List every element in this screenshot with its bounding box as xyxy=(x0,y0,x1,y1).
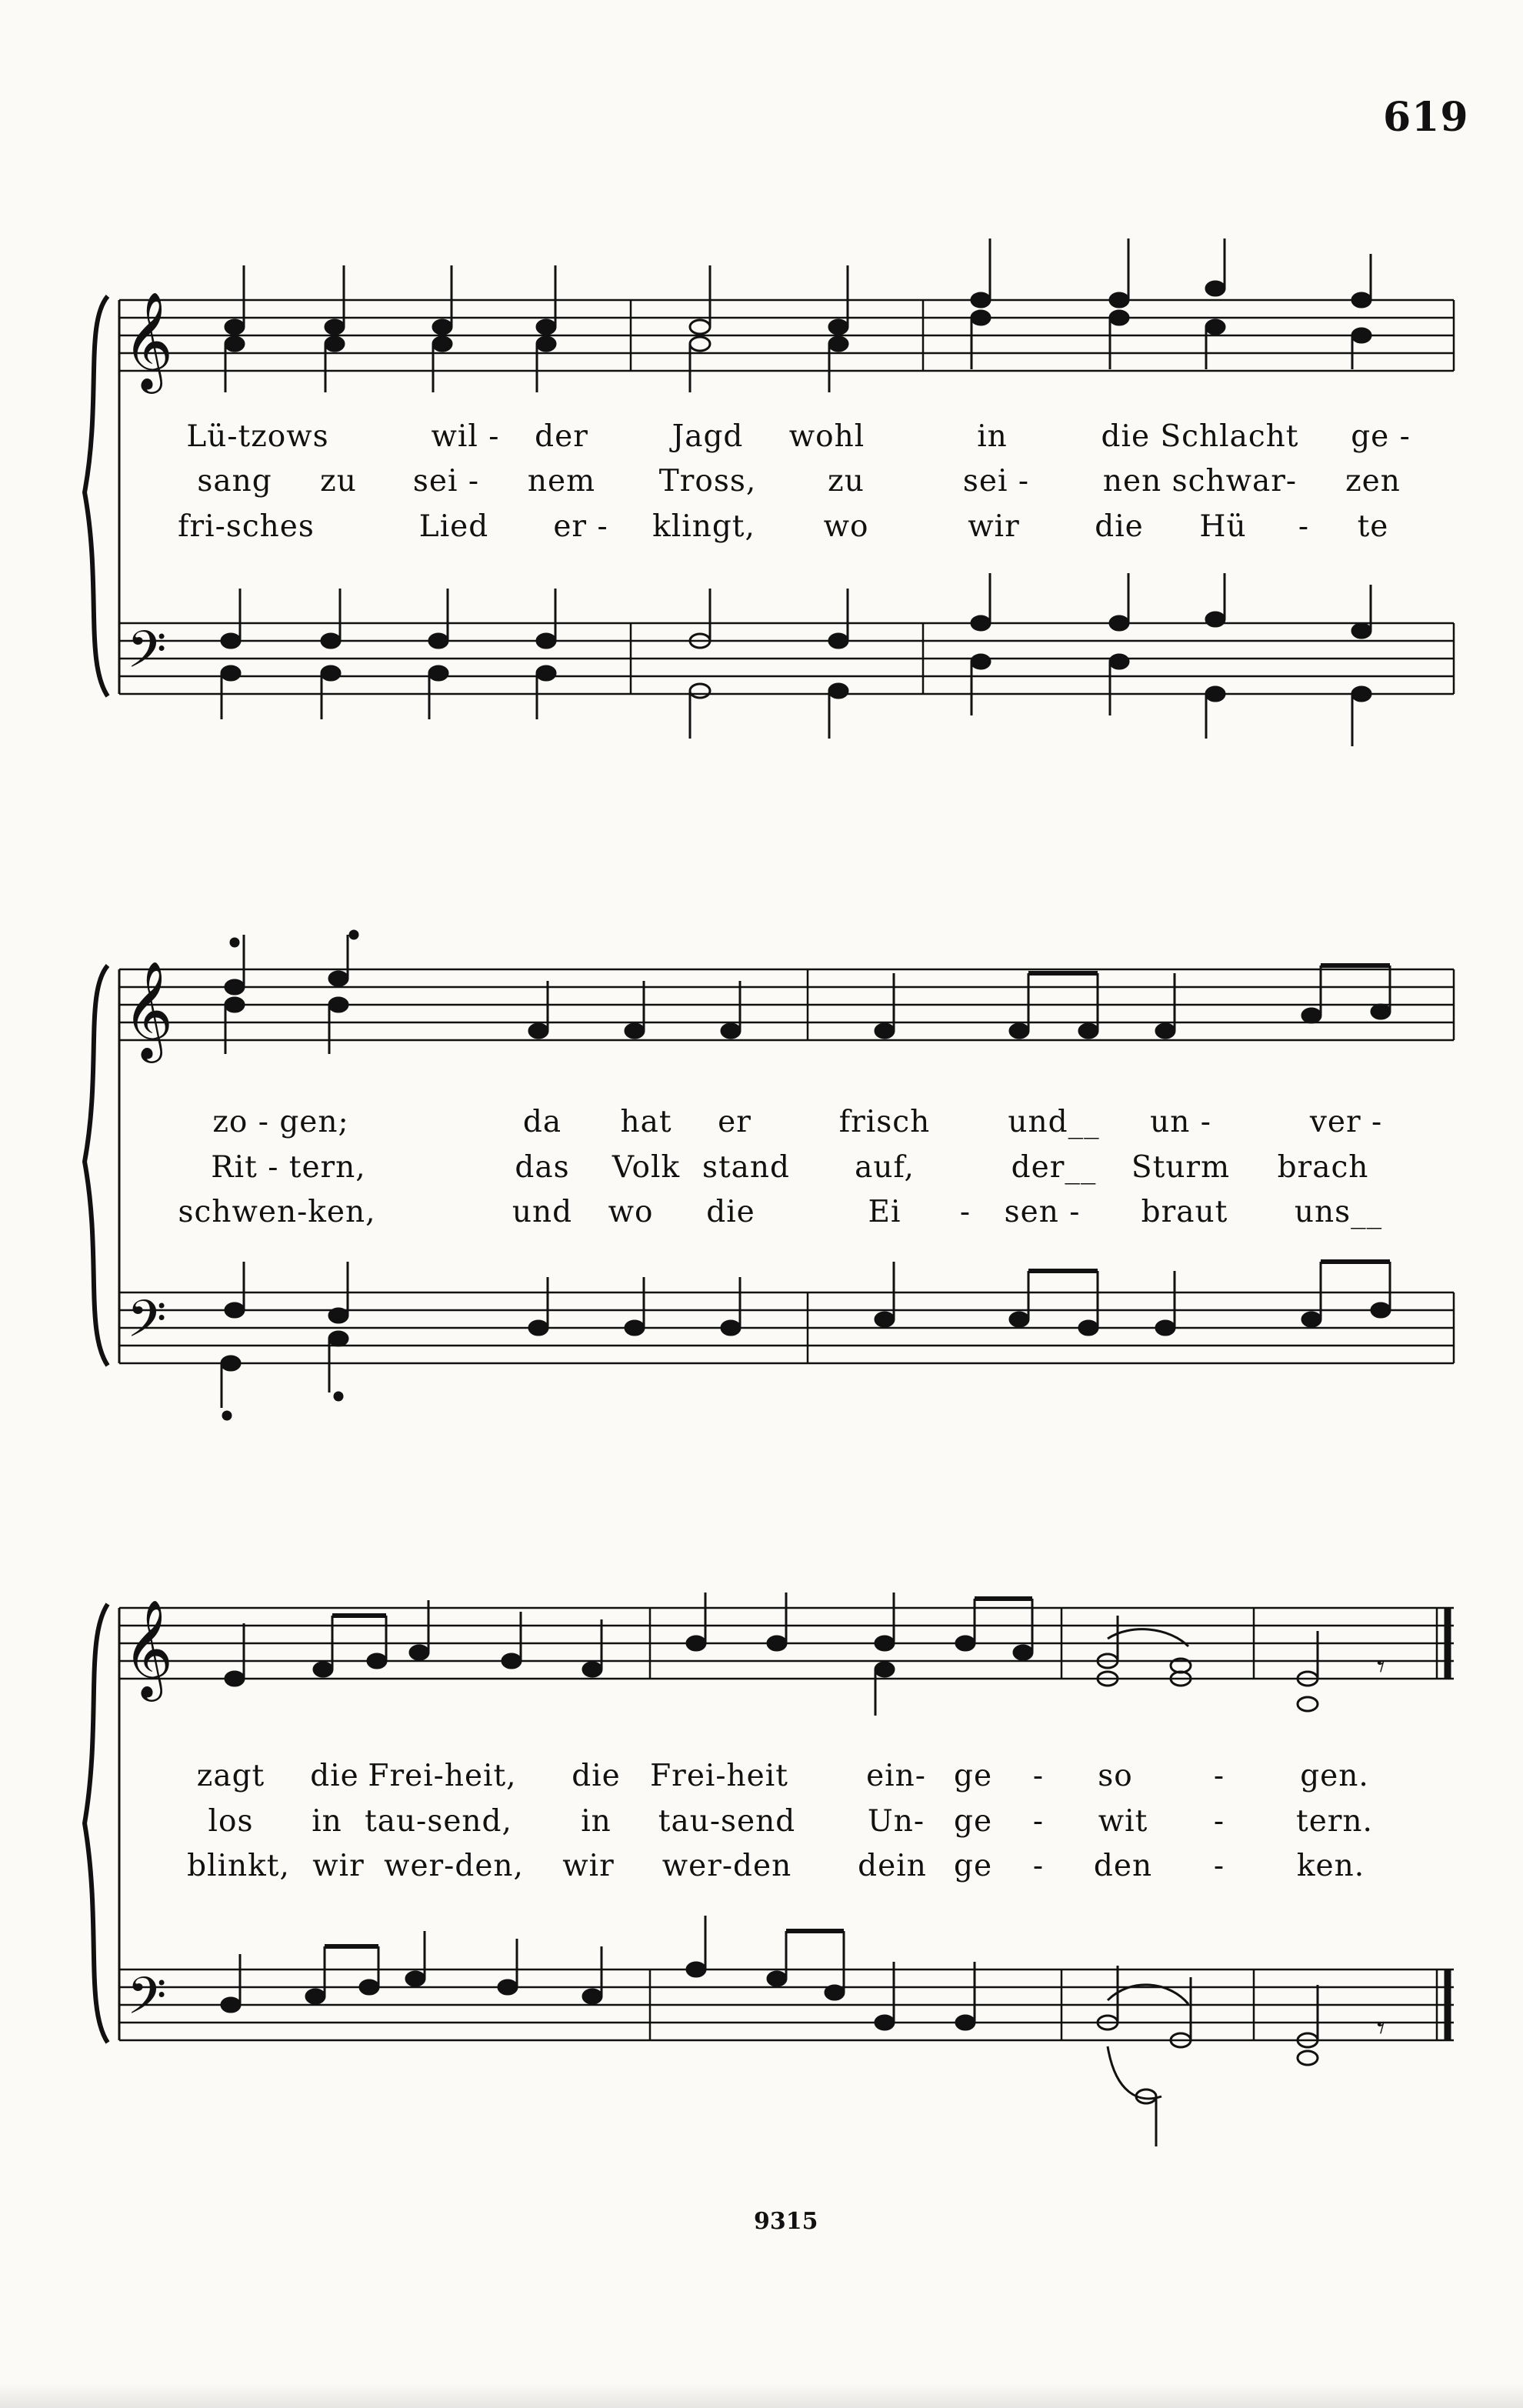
lyric-syllable: tern. xyxy=(1296,1804,1373,1839)
lyric-syllable: - xyxy=(959,1195,971,1229)
lyric-syllable: nem xyxy=(527,464,596,499)
lyric-syllable: die xyxy=(572,1759,621,1793)
lyric-syllable: sei - xyxy=(962,464,1030,499)
system-3-lyric-verse-3 xyxy=(0,1849,1523,1883)
treble-clef-icon: 𝄞 xyxy=(123,960,174,1059)
lyric-syllable: die xyxy=(1095,509,1144,544)
lyric-syllable: wer-den xyxy=(662,1849,792,1883)
lyric-syllable: - xyxy=(1032,1804,1045,1839)
lyric-syllable: Ei xyxy=(868,1195,901,1229)
lyric-syllable: wer-den, xyxy=(384,1849,524,1883)
lyric-syllable: klingt, xyxy=(652,509,755,544)
eighth-rest-icon: 𝄾 xyxy=(1377,2011,1385,2046)
lyric-syllable: brach xyxy=(1277,1150,1369,1185)
lyric-syllable: wo xyxy=(823,509,869,544)
system-3-lyric-verse-1 xyxy=(0,1759,1523,1793)
lyric-syllable: sen - xyxy=(1004,1195,1081,1229)
lyric-syllable: ge xyxy=(953,1759,993,1793)
lyric-syllable: hat xyxy=(620,1105,672,1139)
lyric-syllable: - xyxy=(1032,1759,1045,1793)
lyric-syllable: Jagd xyxy=(672,419,744,454)
lyric-syllable: braut xyxy=(1141,1195,1228,1229)
eighth-rest-icon: 𝄾 xyxy=(1377,1649,1385,1685)
lyric-syllable: - xyxy=(1298,509,1310,544)
scan-edge xyxy=(0,2383,1523,2408)
lyric-syllable: frisch xyxy=(838,1105,931,1139)
lyric-syllable: zu xyxy=(320,464,357,499)
lyric-syllable: Un- xyxy=(867,1804,925,1839)
lyric-syllable: - xyxy=(1213,1849,1225,1883)
lyric-syllable: der__ xyxy=(1011,1150,1097,1185)
lyric-syllable: nen schwar- xyxy=(1102,464,1298,499)
lyric-syllable: - xyxy=(1213,1759,1225,1793)
lyric-syllable: fri-sches xyxy=(178,509,315,544)
lyric-syllable: er - xyxy=(553,509,608,544)
page-number: 619 xyxy=(1383,94,1469,141)
lyric-syllable: und__ xyxy=(1008,1105,1100,1139)
lyric-syllable: tau-send xyxy=(658,1804,796,1839)
lyric-syllable: Sturm xyxy=(1131,1150,1231,1185)
bass-clef-icon: 𝄢 xyxy=(127,1289,167,1361)
lyric-syllable: ken. xyxy=(1296,1849,1365,1883)
lyric-syllable: das xyxy=(515,1150,570,1185)
lyric-syllable: er xyxy=(718,1105,752,1139)
lyric-syllable: sei - xyxy=(412,464,480,499)
lyric-syllable: sang xyxy=(197,464,272,499)
lyric-syllable: zu xyxy=(828,464,865,499)
lyric-syllable: wir xyxy=(562,1849,615,1883)
lyric-syllable: und xyxy=(512,1195,573,1229)
lyric-syllable: die xyxy=(310,1759,359,1793)
lyric-syllable: un - xyxy=(1150,1105,1211,1139)
system-3-lyric-verse-2 xyxy=(0,1804,1523,1838)
lyric-syllable: der xyxy=(535,419,588,454)
lyric-syllable: blinkt, xyxy=(187,1849,290,1883)
lyric-syllable: wir xyxy=(968,509,1020,544)
lyric-syllable: zo - gen; xyxy=(212,1105,349,1139)
lyric-syllable: Tross, xyxy=(658,464,757,499)
lyric-syllable: den xyxy=(1093,1849,1153,1883)
lyric-syllable: in xyxy=(977,419,1008,454)
lyric-syllable: ver - xyxy=(1309,1105,1383,1139)
lyric-syllable: wohl xyxy=(788,419,865,454)
lyric-syllable: - xyxy=(1213,1804,1225,1839)
lyric-syllable: Lü-tzows xyxy=(186,419,329,454)
lyric-syllable: wo xyxy=(608,1195,654,1229)
lyric-syllable: uns__ xyxy=(1294,1195,1383,1229)
lyric-syllable: zen xyxy=(1345,464,1401,499)
lyric-syllable: auf, xyxy=(855,1150,915,1185)
lyric-syllable: tau-send, xyxy=(365,1804,512,1839)
lyric-syllable: wir xyxy=(312,1849,365,1883)
lyric-syllable: so xyxy=(1098,1759,1133,1793)
lyric-syllable: ge - xyxy=(1351,419,1411,454)
plate-number: 9315 xyxy=(754,2208,818,2235)
treble-clef-icon: 𝄞 xyxy=(123,1599,174,1697)
lyric-syllable: Frei-heit, xyxy=(368,1759,517,1793)
lyric-syllable: stand xyxy=(702,1150,791,1185)
lyric-syllable: Volk xyxy=(612,1150,681,1185)
lyric-syllable: Lied xyxy=(418,509,489,544)
bass-clef-icon: 𝄢 xyxy=(127,1966,167,2038)
lyric-syllable: Hü xyxy=(1199,509,1247,544)
lyric-syllable: die xyxy=(706,1195,755,1229)
lyric-syllable: zagt xyxy=(196,1759,265,1793)
lyric-syllable: ge xyxy=(953,1804,993,1839)
lyric-syllable: wil - xyxy=(431,419,500,454)
lyric-syllable: Frei-heit xyxy=(650,1759,788,1793)
lyric-syllable: dein xyxy=(858,1849,927,1883)
lyric-syllable: gen. xyxy=(1300,1759,1369,1793)
lyric-syllable: schwen-ken, xyxy=(178,1195,376,1229)
lyric-syllable: in xyxy=(312,1804,342,1839)
lyric-syllable: los xyxy=(208,1804,254,1839)
lyric-syllable: - xyxy=(1032,1849,1045,1883)
treble-clef-icon: 𝄞 xyxy=(123,291,174,389)
bass-clef-icon: 𝄢 xyxy=(127,620,167,692)
lyric-syllable: te xyxy=(1357,509,1389,544)
lyric-syllable: da xyxy=(522,1105,562,1139)
lyric-syllable: Rit - tern, xyxy=(211,1150,366,1185)
lyric-syllable: die Schlacht xyxy=(1101,419,1299,454)
lyric-syllable: in xyxy=(581,1804,612,1839)
lyric-syllable: ge xyxy=(953,1849,993,1883)
lyric-syllable: ein- xyxy=(866,1759,926,1793)
lyric-syllable: wit xyxy=(1098,1804,1148,1839)
